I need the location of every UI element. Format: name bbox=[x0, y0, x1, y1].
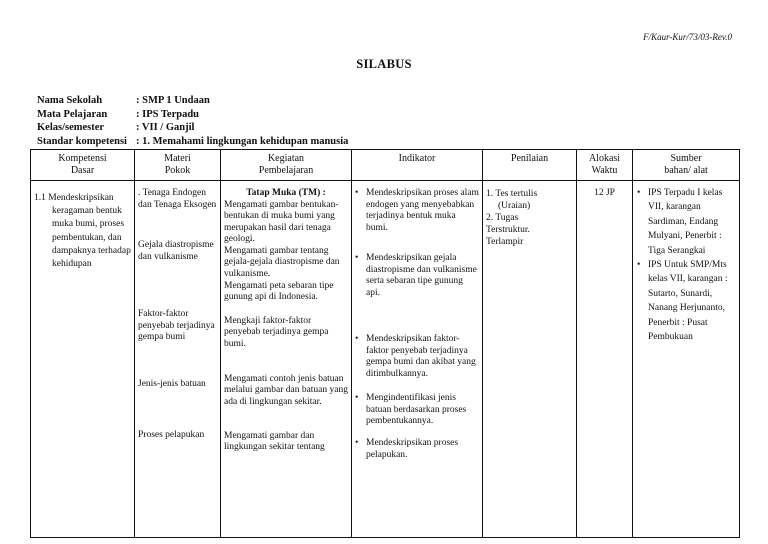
materi-item: Gejala diastropisme dan vulkanisme bbox=[138, 240, 214, 262]
page-title: SILABUS bbox=[356, 57, 412, 71]
kegiatan-item: Mengamati gambar bentukan-bentukan di muka bumi yang merupakan hasil dari tenaga geologi. bbox=[224, 199, 339, 245]
sumber-item: • IPS Untuk SMP/Mts kelas VII, karangan : Sutarto, Sunardi, Nanang Herjunanto, Penerbit : Pusat Pembukuan bbox=[636, 258, 736, 344]
materi-item: Proses pelapukan bbox=[138, 430, 205, 440]
penilaian-list bbox=[486, 188, 573, 248]
header-indikator: Indikator bbox=[352, 150, 483, 181]
table-row bbox=[31, 181, 740, 538]
alokasi-value: 12 JP bbox=[594, 188, 615, 198]
kegiatan-item: Mengamati contoh jenis batuan melalui gambar dan batuan yang ada di lingkungan sekitar. bbox=[224, 373, 348, 407]
meta-value: : IPS Terpadu bbox=[136, 108, 200, 120]
meta-row-class bbox=[37, 121, 348, 135]
indikator-item: • Mendeskripsikan gejala diastropisme dan vulkanisme serta sebaran tipe gunung api. bbox=[355, 253, 479, 334]
header-sumber: Sumber bahan/ alat bbox=[633, 150, 740, 181]
indikator-item: • Mendeskripsikan proses pelapukan. bbox=[355, 438, 479, 461]
meta-row-school bbox=[37, 94, 348, 108]
cell-sumber bbox=[633, 181, 740, 538]
meta-value: : 1. Memahami lingkungan kehidupan manusia bbox=[136, 135, 349, 147]
syllabus-table bbox=[30, 149, 740, 538]
meta-label: Kelas/semester bbox=[37, 122, 105, 133]
indikator-item: • Mendeskripsikan proses alam endogen yang menyebabkan terjadinya bentuk muka bumi. bbox=[355, 188, 479, 253]
meta-label: Mata Pelajaran bbox=[37, 108, 108, 120]
cell-penilaian bbox=[483, 181, 577, 538]
indikator-item: • Mengindentifikasi jenis batuan berdasarkan proses pembentukannya. bbox=[355, 393, 479, 438]
meta-value: : VII / Ganjil bbox=[136, 122, 195, 133]
cell-kompetensi-dasar bbox=[31, 181, 135, 538]
meta-row-subject bbox=[37, 108, 348, 122]
meta-label: Standar kompetensi bbox=[37, 135, 127, 147]
kegiatan-title: Tatap Muka (TM) : bbox=[246, 188, 326, 198]
penilaian-item: Terstruktur. bbox=[486, 225, 530, 235]
cell-indikator bbox=[352, 181, 483, 538]
penilaian-item: 2. Tugas bbox=[486, 213, 519, 223]
cell-kegiatan bbox=[221, 181, 352, 538]
cell-alokasi bbox=[577, 181, 633, 538]
indikator-item: • Mendeskripsikan faktor-faktor penyebab terjadinya gempa bumi dan akibat yang ditimbulkannya. bbox=[355, 334, 479, 393]
materi-item: Jenis-jenis batuan bbox=[138, 379, 206, 389]
header-alokasi: Alokasi Waktu bbox=[577, 150, 633, 181]
meta-row-standard bbox=[37, 135, 348, 149]
kegiatan-item: Mengamati gambar tentang gejala-gejala diastropisme dan vulkanisme. bbox=[224, 245, 340, 279]
materi-item: Faktor-faktor penyebab terjadinya gempa bumi bbox=[138, 309, 215, 343]
header-kegiatan: Kegiatan Pembelajaran bbox=[221, 150, 352, 181]
penilaian-item: (Uraian) bbox=[498, 201, 531, 211]
header-materi: Materi Pokok bbox=[135, 150, 221, 181]
kegiatan-item: Mengamati gambar dan lingkungan sekitar tentang bbox=[224, 430, 325, 453]
penilaian-item: Terlampir bbox=[486, 237, 524, 247]
meta-value: : SMP 1 Undaan bbox=[136, 95, 210, 106]
materi-item: . Tenaga Endogen dan Tenaga Eksogen bbox=[138, 188, 217, 210]
header-penilaian: Penilaian bbox=[483, 150, 577, 181]
sumber-item: • IPS Terpadu I kelas VII, karangan Sardiman, Endang Mulyani, Penerbit : Tiga Serangkai bbox=[636, 186, 736, 258]
document-code: F/Kaur-Kur/73/03-Rev.0 bbox=[643, 32, 732, 42]
school-info bbox=[37, 94, 348, 148]
penilaian-item: 1. Tes tertulis bbox=[486, 189, 538, 199]
header-kompetensi: Kompetensi Dasar bbox=[31, 150, 135, 181]
kegiatan-item: Mengkaji faktor-faktor penyebab terjadinya gempa bumi. bbox=[224, 315, 329, 349]
kompetensi-text: 1.1 Mendeskripsikan keragaman bentuk muka bumi, proses pembentukan, dan dampaknya terhadap kehidupan bbox=[34, 193, 131, 270]
kegiatan-item: Mengamati peta sebaran tipe gunung api di Indonesia. bbox=[224, 280, 334, 303]
table-header-row bbox=[31, 150, 740, 181]
meta-label: Nama Sekolah bbox=[37, 95, 103, 106]
cell-materi bbox=[135, 181, 221, 538]
